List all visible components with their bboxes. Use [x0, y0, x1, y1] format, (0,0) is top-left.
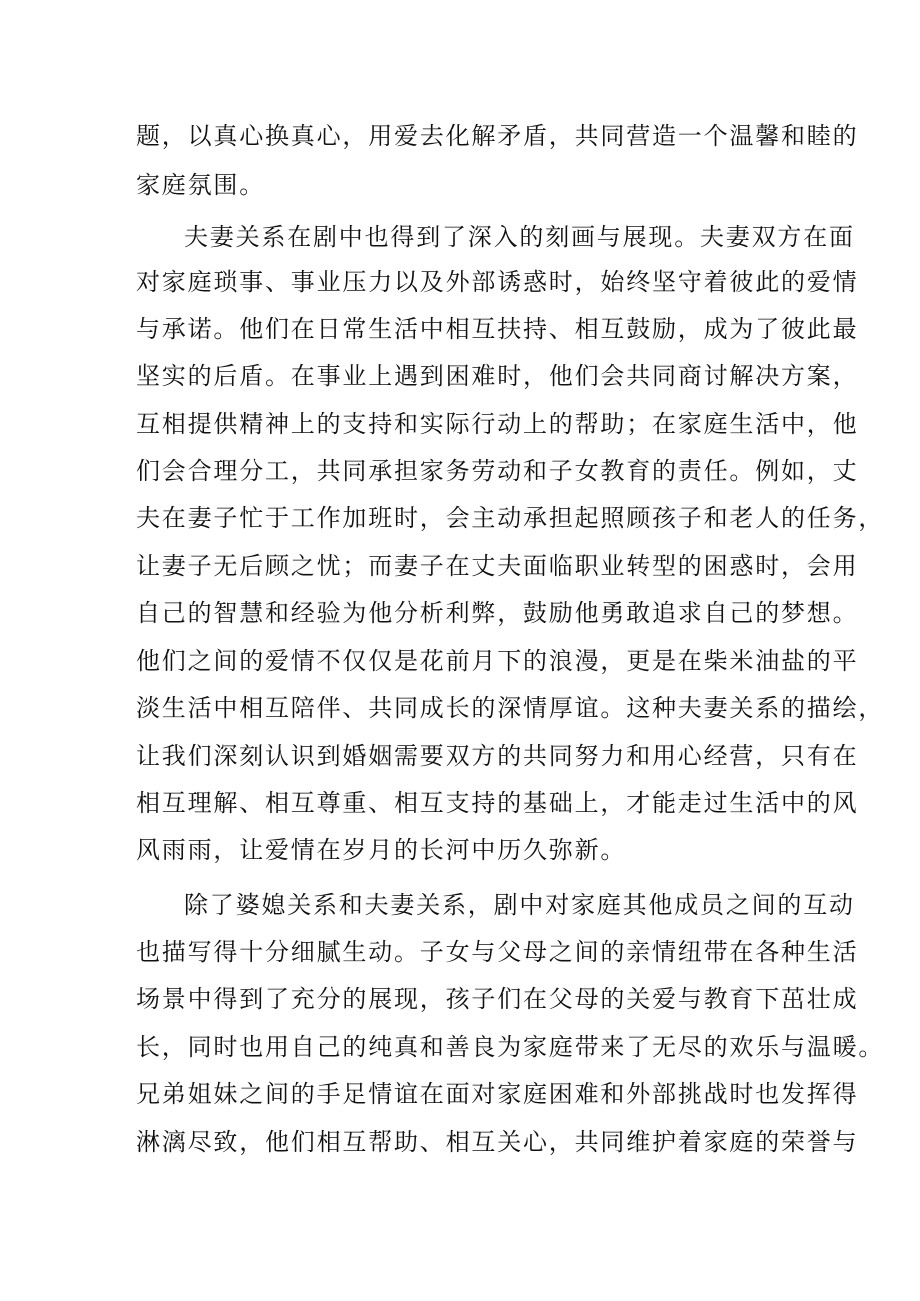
- text-line: 家庭氛围。: [136, 171, 265, 199]
- text-line: 场景中得到了充分的展现，孩子们在父母的关爱与教育下茁壮成: [136, 985, 859, 1013]
- text-line: 长，同时也用自己的纯真和善良为家庭带来了无尽的欢乐与温暖。: [136, 1033, 885, 1061]
- text-line: 也描写得十分细腻生动。子女与父母之间的亲情纽带在各种生活: [136, 938, 859, 966]
- text-line: 兄弟姐妹之间的手足情谊在面对家庭困难和外部挑战时也发挥得: [136, 1080, 859, 1108]
- text-line: 们会合理分工，共同承担家务劳动和子女教育的责任。例如，丈: [136, 457, 859, 485]
- text-line: 相互理解、相互尊重、相互支持的基础上，才能走过生活中的风: [136, 789, 859, 817]
- text-line: 淋漓尽致，他们相互帮助、相互关心，共同维护着家庭的荣誉与: [136, 1128, 859, 1156]
- text-line: 自己的智慧和经验为他分析利弊，鼓励他勇敢追求自己的梦想。: [136, 599, 859, 627]
- text-line: 他们之间的爱情不仅仅是花前月下的浪漫，更是在柴米油盐的平: [136, 647, 859, 675]
- text-line: 让妻子无后顾之忧；而妻子在丈夫面临职业转型的困惑时，会用: [136, 552, 859, 580]
- paragraph-start-line: 夫妻关系在剧中也得到了深入的刻画与展现。夫妻双方在面: [184, 223, 855, 251]
- text-line: 互相提供精神上的支持和实际行动上的帮助；在家庭生活中，他: [136, 410, 859, 438]
- text-line: 夫在妻子忙于工作加班时，会主动承担起照顾孩子和老人的任务，: [136, 504, 885, 532]
- text-line: 风雨雨，让爱情在岁月的长河中历久弥新。: [136, 836, 627, 864]
- paragraph-start-line: 除了婆媳关系和夫妻关系，剧中对家庭其他成员之间的互动: [184, 891, 855, 919]
- text-line: 坚实的后盾。在事业上遇到困难时，他们会共同商讨解决方案，: [136, 362, 859, 390]
- text-line: 题，以真心换真心，用爱去化解矛盾，共同营造一个温馨和睦的: [136, 122, 859, 150]
- text-line: 与承诺。他们在日常生活中相互扶持、相互鼓励，成为了彼此最: [136, 315, 859, 343]
- text-line: 淡生活中相互陪伴、共同成长的深情厚谊。这种夫妻关系的描绘，: [136, 694, 885, 722]
- text-line: 对家庭琐事、事业压力以及外部诱惑时，始终坚守着彼此的爱情: [136, 268, 859, 296]
- text-line: 让我们深刻认识到婚姻需要双方的共同努力和用心经营，只有在: [136, 742, 859, 770]
